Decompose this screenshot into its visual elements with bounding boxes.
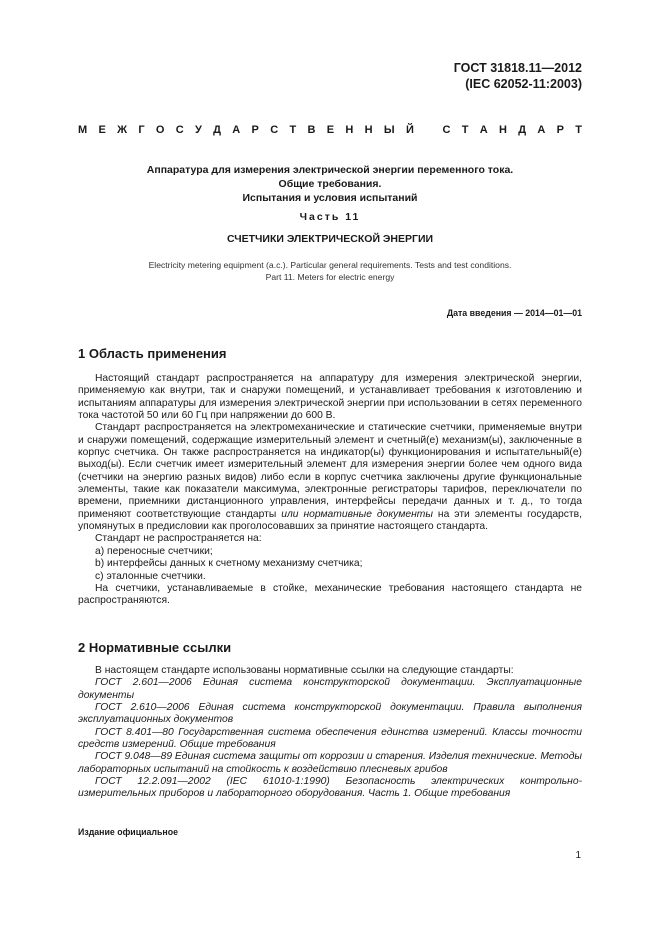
- list-item: c) эталонные счетчики.: [95, 570, 206, 582]
- banner-letter: Р: [251, 124, 259, 136]
- banner-letter: В: [307, 124, 316, 136]
- list-item: a) переносные счетчики;: [95, 545, 213, 557]
- paragraph: В настоящем стандарте использованы нормативные ссылки на следующие стандарты:: [95, 665, 514, 676]
- banner-letter: Т: [461, 124, 469, 136]
- section-2-body: [78, 665, 582, 801]
- paragraph: Стандарт не распространяется на:: [95, 533, 262, 545]
- banner-letter: Ж: [117, 124, 128, 136]
- italic-text: или нормативные документы: [281, 508, 433, 520]
- title-line-2: Общие требования.: [278, 178, 382, 190]
- banner-letter: А: [537, 124, 546, 136]
- list-item: b) интерфейсы данных к счетному механизму счетчика;: [95, 558, 363, 570]
- english-title-1: Electricity metering equipment (a.c.). Particular general requirements. Tests and test conditions.: [148, 260, 512, 270]
- banner-letter: Т: [289, 124, 297, 136]
- banner-letter: Е: [98, 124, 106, 136]
- reference: ГОСТ 2.610—2006 Единая система конструкторской документации. Правила выполнения эксплуатационных документов: [78, 702, 582, 726]
- banner-letter: Й: [405, 124, 414, 136]
- banner-letter: Н: [345, 124, 354, 136]
- text: Стандарт распространяется на электромеханические и статические счетчики, применяемые внутри и снаружи помещений, содержащие измерительный элемент и счетный(е) механизм(ы), заключенные в корпус счетчика. Он также распространяется на индикатор(ы) функционирования и испытательный(е) выход(ы). Если счетчик имеет измерительный элемент для измерения энергии более чем одного вида (счетчики на энергию разных видов) либо если в корпус счетчика заключены другие функциональные элементы, такие как показатели максимума, электронные регистраторы тарифов, переключатели по времени, приемники дистанционного управления, интерфейсы передачи данных и т. д., то тогда применяют соответствующие стандарты: [78, 422, 582, 520]
- reference: ГОСТ 2.601—2006 Единая система конструкторской документации. Эксплуатационные документы: [78, 677, 582, 701]
- title-line-1: Аппаратура для измерения электрической энергии переменного тока.: [146, 164, 514, 176]
- part-label: Часть 11: [299, 211, 361, 223]
- paragraph: [78, 422, 582, 533]
- paragraph: Настоящий стандарт распространяется на аппаратуру для измерения электрической энергии, применяемую как внутри, так и снаружи помещений, и устанавливает требования к изготовлению и испытаниям аппаратуры для измерения электрической энергии при использовании в сетях переменного тока частотой 50 или 60 Гц при напряжении до 600 В.: [78, 373, 582, 422]
- interstate-standard-banner: [78, 124, 582, 136]
- banner-letter: С: [270, 124, 279, 136]
- text: на эти элементы государств, упомянутых в предисловии как проголосовавших за принятие настоящего стандарта.: [78, 508, 582, 533]
- gost-number: ГОСТ 31818.11—2012: [453, 61, 582, 75]
- subtitle: СЧЕТЧИКИ ЭЛЕКТРИЧЕСКОЙ ЭНЕРГИИ: [226, 233, 434, 245]
- english-title-2: Part 11. Meters for electric energy: [265, 272, 395, 282]
- section-1-heading: 1 Область применения: [78, 346, 227, 361]
- introduction-date: Дата введения — 2014—01—01: [446, 308, 582, 318]
- reference: ГОСТ 8.401—80 Государственная система обеспечения единства измерений. Классы точности средств измерений. Общие требования: [78, 726, 582, 751]
- banner-letter: Н: [364, 124, 373, 136]
- banner-letter: С: [442, 124, 451, 136]
- section-2-heading: 2 Нормативные ссылки: [78, 640, 232, 655]
- banner-letter: Д: [518, 124, 527, 136]
- banner-letter: У: [195, 124, 202, 136]
- banner-letter: М: [78, 124, 88, 136]
- banner-letter: Т: [575, 124, 582, 136]
- reference: ГОСТ 12.2.091—2002 (IEC 61010-1:1990) Безопасность электрических контрольно-измерительных приборов и лабораторного оборудования. Часть 1. Общие требования: [78, 776, 582, 800]
- banner-letter: Ы: [383, 124, 395, 136]
- paragraph: На счетчики, устанавливаемые в стойке, механические требования настоящего стандарта не распространяются.: [78, 582, 582, 607]
- banner-letter: Р: [556, 124, 564, 136]
- iec-number: (IEC 62052-11:2003): [465, 77, 582, 91]
- banner-letter: О: [155, 124, 165, 136]
- banner-letter: Г: [138, 124, 145, 136]
- banner-letter: А: [232, 124, 241, 136]
- page-number: 1: [575, 850, 581, 861]
- edition-label: Издание официальное: [78, 827, 178, 837]
- banner-letter: [425, 124, 431, 136]
- section-1-body: [78, 373, 582, 608]
- title-line-3: Испытания и условия испытаний: [242, 192, 418, 204]
- reference: ГОСТ 9.048—89 Единая система защиты от коррозии и старения. Изделия технические. Методы лабораторных испытаний на стойкость к воздействию плесневых грибов: [78, 751, 582, 775]
- banner-letter: С: [175, 124, 184, 136]
- banner-letter: А: [479, 124, 488, 136]
- banner-letter: Д: [213, 124, 221, 136]
- banner-letter: Е: [326, 124, 335, 136]
- banner-letter: Н: [498, 124, 507, 136]
